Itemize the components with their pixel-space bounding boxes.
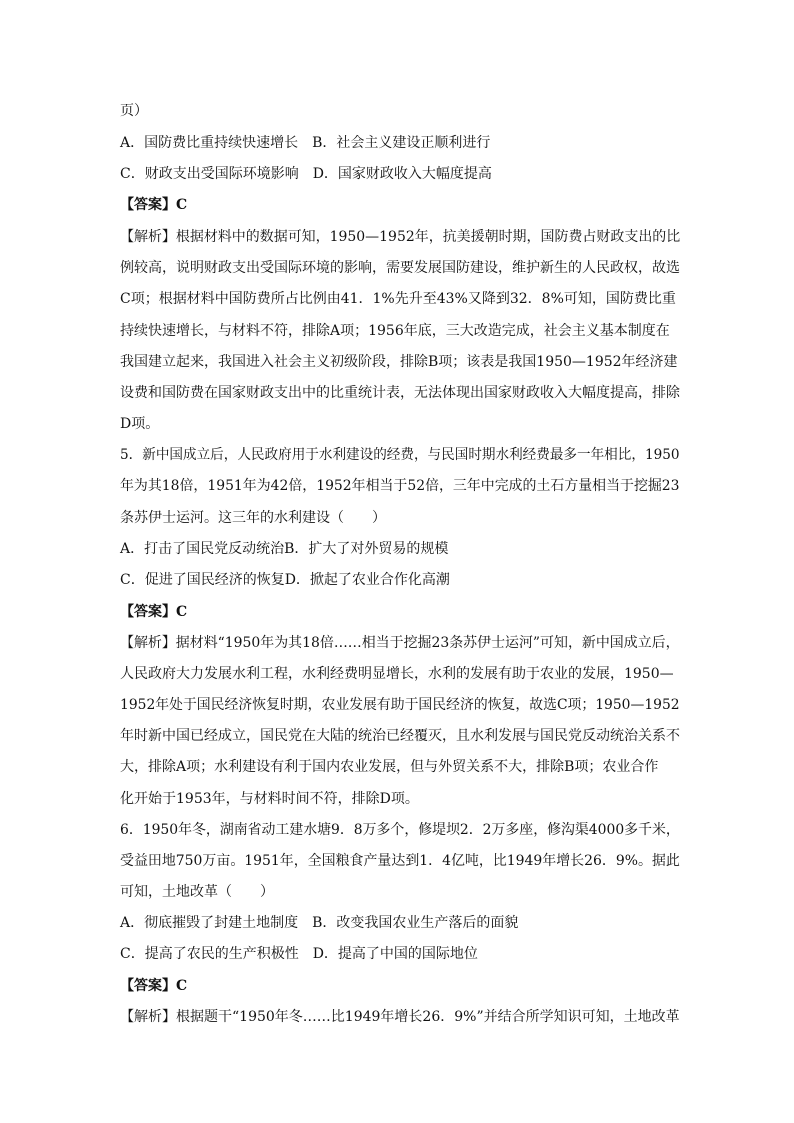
- text-line: 受益田地750万亩。1951年，全国粮食产量达到1．4亿吨，比1949年增长26．9%。据此: [120, 853, 680, 869]
- question-line: 5．新中国成立后，人民政府用于水利建设的经费，与民国时期水利经费最多一年相比，1950: [120, 447, 680, 463]
- analysis-line: 【解析】根据题干“1950年冬……比1949年增长26．9%”并结合所学知识可知，土地改革: [120, 1009, 680, 1025]
- text-line: 大，排除A项；水利建设有利于国内农业发展，但与外贸关系不大，排除B项；农业合作: [120, 759, 659, 775]
- answer-line: 【答案】C: [120, 978, 188, 994]
- text-line: 1952年处于国民经济恢复时期，农业发展有助于国民经济的恢复，故选C项；1950—1952: [120, 697, 680, 713]
- text-line: 条苏伊士运河。这三年的水利建设（ ）: [120, 510, 386, 526]
- text-line: D项。: [120, 416, 160, 432]
- option-line: C．财政支出受国际环境影响 D．国家财政收入大幅度提高: [120, 166, 492, 182]
- answer-line: 【答案】C: [120, 604, 188, 620]
- option-line: A．彻底摧毁了封建土地制度 B．改变我国农业生产落后的面貌: [120, 915, 519, 931]
- option-line: A．打击了国民党反动统治B．扩大了对外贸易的规模: [120, 541, 449, 557]
- text-line: 年为其18倍，1951年为42倍，1952年相当于52倍，三年中完成的土石方量相当于挖掘23: [120, 478, 680, 494]
- option-line: A．国防费比重持续快速增长 B．社会主义建设正顺利进行: [120, 135, 491, 151]
- text-line: 可知，土地改革（ ）: [120, 884, 274, 900]
- option-line: C．促进了国民经济的恢复D．掀起了农业合作化高潮: [120, 572, 450, 588]
- text-line: 例较高，说明财政支出受国际环境的影响，需要发展国防建设，维护新生的人民政权，故选: [120, 260, 680, 276]
- text-line: 持续快速增长，与材料不符，排除A项；1956年底，三大改造完成，社会主义基本制度在: [120, 323, 670, 339]
- text-line: 我国建立起来，我国进入社会主义初级阶段，排除B项；该表是我国1950—1952年经济建: [120, 354, 678, 370]
- text-line: 页）: [120, 103, 148, 119]
- question-line: 6．1950年冬，湖南省动工建水塘9．8万多个，修堤坝2．2万多座，修沟渠4000多千米，: [120, 822, 680, 838]
- text-line: C项；根据材料中国防费所占比例由41．1%先升至43%又降到32．8%可知，国防费比重: [120, 291, 676, 307]
- text-line: 人民政府大力发展水利工程，水利经费明显增长，水利的发展有助于农业的发展，1950—: [120, 666, 674, 682]
- option-line: C．提高了农民的生产积极性 D．提高了中国的国际地位: [120, 946, 478, 962]
- text-line: 设费和国防费在国家财政支出中的比重统计表，无法体现出国家财政收入大幅度提高，排除: [120, 385, 680, 401]
- text-line: 化开始于1953年，与材料时间不符，排除D项。: [120, 791, 419, 807]
- text-line: 年时新中国已经成立，国民党在大陆的统治已经覆灭，且水利发展与国民党反动统治关系不: [120, 728, 680, 744]
- analysis-line: 【解析】据材料“1950年为其18倍……相当于挖掘23条苏伊士运河”可知，新中国成立后，: [120, 635, 680, 651]
- answer-line: 【答案】C: [120, 197, 188, 213]
- analysis-line: 【解析】根据材料中的数据可知，1950—1952年，抗美援朝时期，国防费占财政支出的比: [120, 229, 681, 245]
